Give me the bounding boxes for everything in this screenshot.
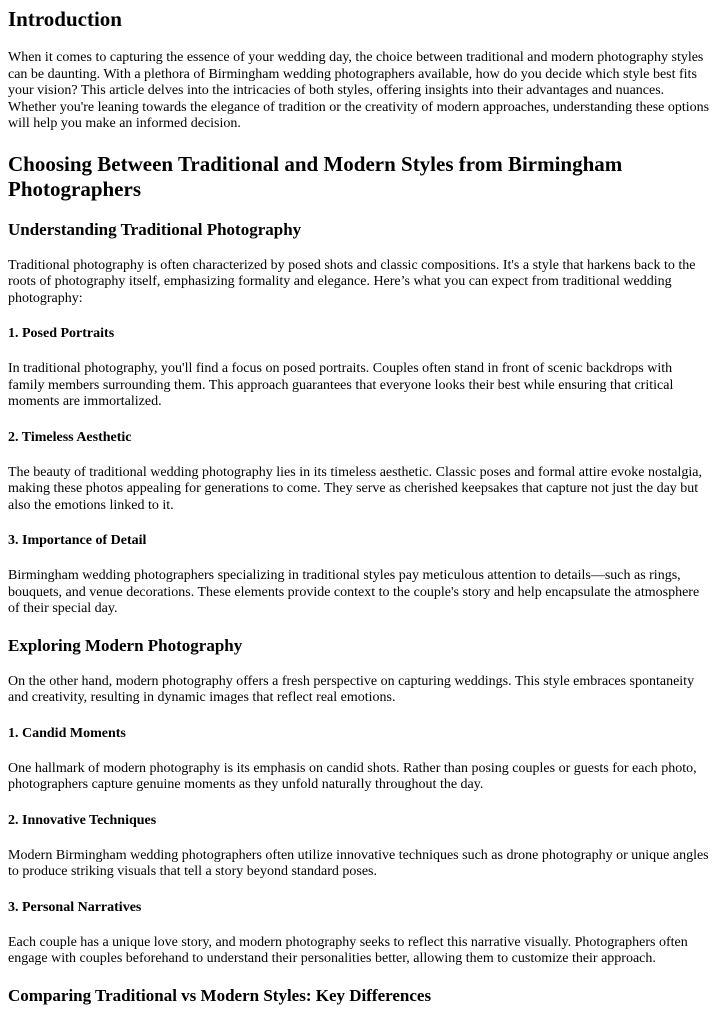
modern-item-title: 1. Candid Moments xyxy=(8,725,126,741)
modern-heading: Exploring Modern Photography xyxy=(8,635,243,655)
modern-item-text: Modern Birmingham wedding photographers often utilize innovative techniques such as drone photography or unique angles to produce striking visuals that tell a story beyond standard poses. xyxy=(8,847,709,879)
modern-item-title: 2. Innovative Techniques xyxy=(8,812,157,828)
traditional-item-text: In traditional photography, you'll find a focus on posed portraits. Couples often stand in front of scenic backdrops with family members surrounding them. This approach guarantees that everyone looks their best while ensuring that critical moments are immortalized. xyxy=(8,361,674,409)
traditional-paragraph: Traditional photography is often characterized by posed shots and classic compositions. It's a style that harkens back to the roots of photography itself, emphasizing formality and elegance. Here’s what you can expect from traditional wedding photography: xyxy=(8,257,696,306)
modern-item-text: One hallmark of modern photography is its emphasis on candid shots. Rather than posing couples or guests for each photo, photographers capture genuine moments as they unfold naturally throughout the day. xyxy=(8,760,697,792)
comparison-heading: Comparing Traditional vs Modern Styles: Key Differences xyxy=(8,985,432,1005)
main-heading: Choosing Between Traditional and Modern Styles from Birmingham Photographers xyxy=(8,151,623,201)
article xyxy=(0,7,720,1006)
traditional-heading: Understanding Traditional Photography xyxy=(8,219,302,239)
intro-heading: Introduction xyxy=(8,7,122,31)
traditional-item-text: The beauty of traditional wedding photography lies in its timeless aesthetic. Classic poses and formal attire evoke nostalgia, making these photos appealing for generations to come. They serve as cherished keepsakes that capture not just the day but also the emotions linked to it. xyxy=(8,464,702,513)
intro-paragraph: When it comes to capturing the essence of your wedding day, the choice between traditional and modern photography styles can be daunting. With a plethora of Birmingham wedding photographers available, how do you decide which style best fits your vision? This article delves into the intricacies of both styles, offering insights into their advantages and nuances. Whether you're leaning towards the elegance of tradition or the creativity of modern approaches, understanding these options will help you make an informed decision. xyxy=(8,50,710,131)
traditional-item-text: Birmingham wedding photographers specializing in traditional styles pay meticulous attention to details—such as rings, bouquets, and venue decorations. These elements provide context to the couple's story and help encapsulate the atmosphere of their special day. xyxy=(8,568,700,616)
modern-paragraph: On the other hand, modern photography offers a fresh perspective on capturing weddings. This style embraces spontaneity and creativity, resulting in dynamic images that reflect real emotions. xyxy=(8,673,695,705)
traditional-item-title: 2. Timeless Aesthetic xyxy=(8,429,132,445)
traditional-item-title: 3. Importance of Detail xyxy=(8,533,147,548)
traditional-item-title: 1. Posed Portraits xyxy=(8,326,115,341)
modern-item-text: Each couple has a unique love story, and modern photography seeks to reflect this narrative visually. Photographers often engage with couples beforehand to understand their personalities better, allowing them to customize their approach. xyxy=(8,934,688,966)
modern-item-title: 3. Personal Narratives xyxy=(8,899,142,915)
